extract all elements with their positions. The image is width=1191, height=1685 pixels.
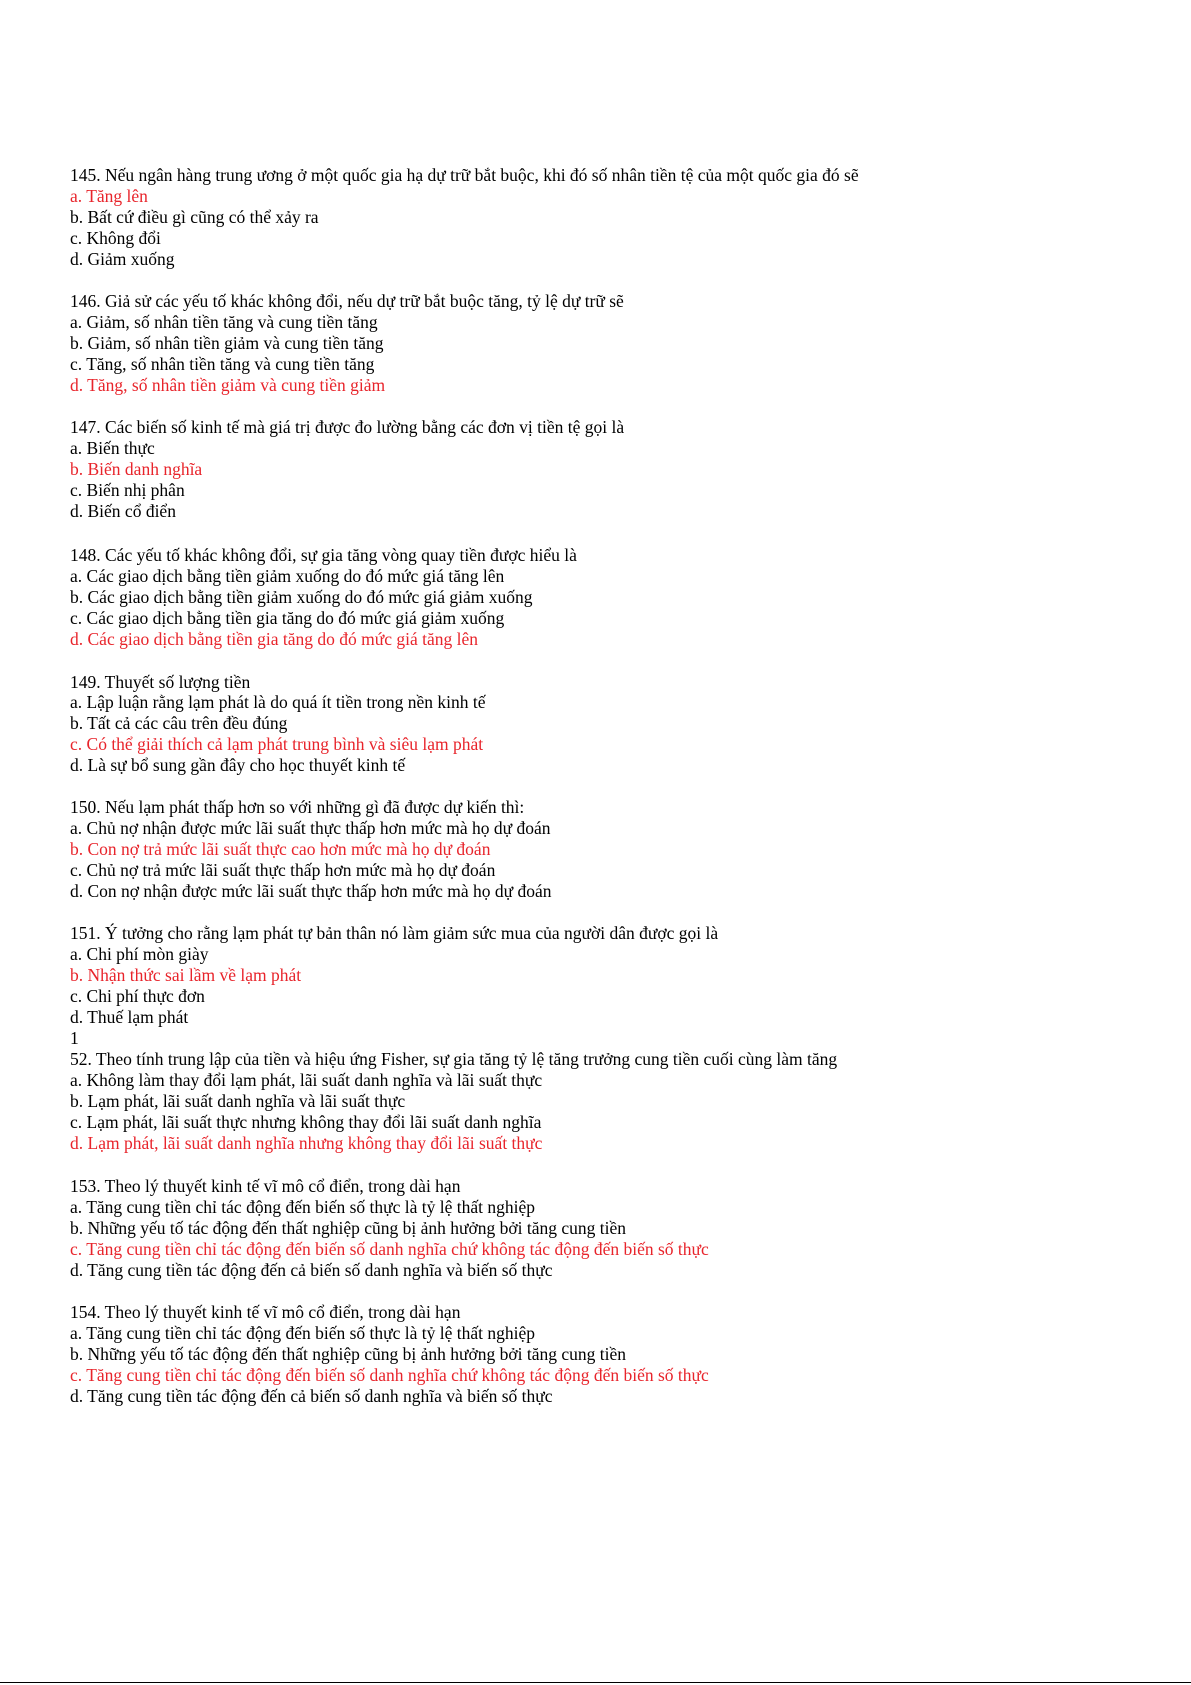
footer-rule xyxy=(0,1682,1191,1683)
option-line: a. Tăng cung tiền chỉ tác động đến biến số thực là tỷ lệ thất nghiệp xyxy=(70,1197,536,1217)
question-line: 149. Thuyết số lượng tiền xyxy=(70,672,251,692)
option-line: c. Không đổi xyxy=(70,228,161,248)
option-line: b. Những yếu tố tác động đến thất nghiệp cũng bị ảnh hưởng bởi tăng cung tiền xyxy=(70,1218,627,1238)
option-line: c. Lạm phát, lãi suất thực nhưng không thay đổi lãi suất danh nghĩa xyxy=(70,1112,542,1132)
option-line: d. Giảm xuống xyxy=(70,249,175,269)
option-line: d. Con nợ nhận được mức lãi suất thực thấp hơn mức mà họ dự đoán xyxy=(70,881,552,901)
answer-line: c. Tăng cung tiền chỉ tác động đến biến số danh nghĩa chứ không tác động đến biến số thực xyxy=(70,1365,709,1385)
option-line: a. Không làm thay đổi lạm phát, lãi suất danh nghĩa và lãi suất thực xyxy=(70,1070,543,1090)
option-line: d. Là sự bổ sung gần đây cho học thuyết kinh tế xyxy=(70,755,406,775)
question-line: 154. Theo lý thuyết kinh tế vĩ mô cổ điển, trong dài hạn xyxy=(70,1302,461,1322)
option-line: a. Giảm, số nhân tiền tăng và cung tiền tăng xyxy=(70,312,378,332)
option-line: d. Biến cổ điển xyxy=(70,501,176,521)
option-line: a. Biến thực xyxy=(70,438,155,458)
option-line: a. Chủ nợ nhận được mức lãi suất thực thấp hơn mức mà họ dự đoán xyxy=(70,818,551,838)
question-line: 153. Theo lý thuyết kinh tế vĩ mô cổ điển, trong dài hạn xyxy=(70,1176,461,1196)
option-line: d. Thuế lạm phát xyxy=(70,1007,189,1027)
option-line: d. Tăng cung tiền tác động đến cả biến số danh nghĩa và biến số thực xyxy=(70,1260,553,1280)
option-line: b. Những yếu tố tác động đến thất nghiệp cũng bị ảnh hưởng bởi tăng cung tiền xyxy=(70,1344,627,1364)
option-line: d. Tăng cung tiền tác động đến cả biến số danh nghĩa và biến số thực xyxy=(70,1386,553,1406)
option-line: b. Bất cứ điều gì cũng có thể xảy ra xyxy=(70,207,319,227)
answer-line: d. Các giao dịch bằng tiền gia tăng do đó mức giá tăng lên xyxy=(70,629,478,649)
option-line: c. Tăng, số nhân tiền tăng và cung tiền tăng xyxy=(70,354,375,374)
answer-line: a. Tăng lên xyxy=(70,186,148,206)
question-line: 147. Các biến số kinh tế mà giá trị được đo lường bằng các đơn vị tiền tệ gọi là xyxy=(70,417,625,437)
answer-line: b. Con nợ trả mức lãi suất thực cao hơn mức mà họ dự đoán xyxy=(70,839,491,859)
question-line: 150. Nếu lạm phát thấp hơn so với những gì đã được dự kiến thì: xyxy=(70,797,525,817)
option-line: c. Biến nhị phân xyxy=(70,480,185,500)
option-line: c. Chi phí thực đơn xyxy=(70,986,205,1006)
option-line: b. Tất cả các câu trên đều đúng xyxy=(70,713,288,733)
question-line: 148. Các yếu tố khác không đổi, sự gia tăng vòng quay tiền được hiểu là xyxy=(70,545,577,565)
answer-line: d. Lạm phát, lãi suất danh nghĩa nhưng không thay đổi lãi suất thực xyxy=(70,1133,543,1153)
option-line: a. Tăng cung tiền chỉ tác động đến biến số thực là tỷ lệ thất nghiệp xyxy=(70,1323,536,1343)
question-line: 1 xyxy=(70,1028,79,1048)
option-line: b. Giảm, số nhân tiền giảm và cung tiền tăng xyxy=(70,333,384,353)
option-line: b. Lạm phát, lãi suất danh nghĩa và lãi suất thực xyxy=(70,1091,406,1111)
option-line: c. Chủ nợ trả mức lãi suất thực thấp hơn mức mà họ dự đoán xyxy=(70,860,496,880)
option-line: a. Chi phí mòn giày xyxy=(70,944,209,964)
option-line: a. Lập luận rằng lạm phát là do quá ít tiền trong nền kinh tế xyxy=(70,692,486,712)
answer-line: c. Tăng cung tiền chỉ tác động đến biến số danh nghĩa chứ không tác động đến biến số thực xyxy=(70,1239,709,1259)
question-line: 151. Ý tưởng cho rằng lạm phát tự bản thân nó làm giảm sức mua của người dân được gọi là xyxy=(70,923,719,943)
answer-line: b. Biến danh nghĩa xyxy=(70,459,203,479)
option-line: b. Các giao dịch bằng tiền giảm xuống do đó mức giá giảm xuống xyxy=(70,587,533,607)
question-line: 145. Nếu ngân hàng trung ương ở một quốc gia hạ dự trữ bắt buộc, khi đó số nhân tiền tệ của một quốc gia đó sẽ xyxy=(70,165,859,185)
question-line: 146. Giả sử các yếu tố khác không đổi, nếu dự trữ bắt buộc tăng, tỷ lệ dự trữ sẽ xyxy=(70,291,624,311)
option-line: c. Các giao dịch bằng tiền gia tăng do đó mức giá giảm xuống xyxy=(70,608,505,628)
option-line: a. Các giao dịch bằng tiền giảm xuống do đó mức giá tăng lên xyxy=(70,566,505,586)
question-line: 52. Theo tính trung lập của tiền và hiệu ứng Fisher, sự gia tăng tỷ lệ tăng trưởng cung tiền cuối cùng làm tăng xyxy=(70,1049,838,1069)
answer-line: b. Nhận thức sai lầm về lạm phát xyxy=(70,965,302,985)
answer-line: c. Có thể giải thích cả lạm phát trung bình và siêu lạm phát xyxy=(70,734,484,754)
answer-line: d. Tăng, số nhân tiền giảm và cung tiền giảm xyxy=(70,375,386,395)
